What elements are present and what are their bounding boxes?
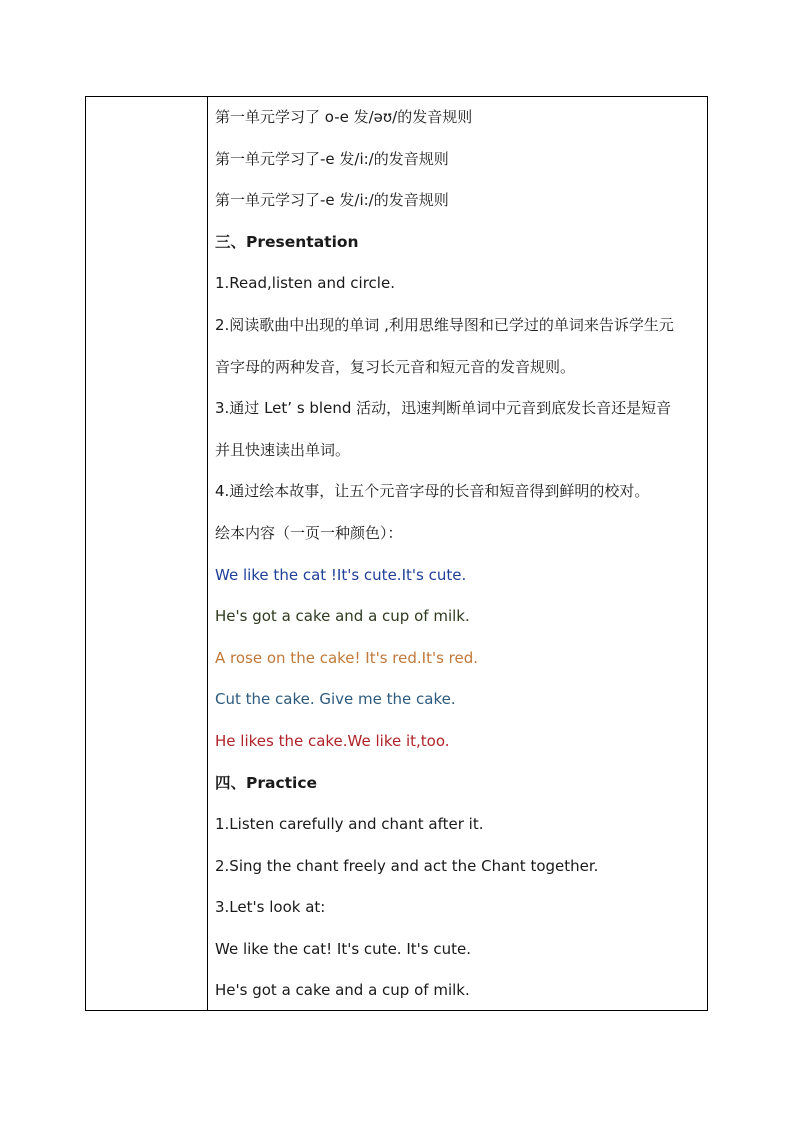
text-line: 并且快速读出单词。: [215, 440, 351, 459]
text-line: 2.Sing the chant freely and act the Chant together.: [215, 856, 599, 875]
story-line-1: We like the cat !It's cute.It's cute.: [215, 565, 467, 584]
text-line: 3.通过 Let’ s blend 活动，迅速判断单词中元音到底发长音还是短音: [215, 399, 672, 418]
section-heading-presentation: 三、Presentation: [215, 232, 359, 251]
text-line: 第一单元学习了-e 发/i:/的发音规则: [215, 191, 449, 210]
text-line: 1.Listen carefully and chant after it.: [215, 815, 484, 834]
table-content-cell: [215, 108, 703, 1023]
story-line-5: He likes the cake.We like it,too.: [215, 731, 450, 750]
lesson-table: [85, 96, 708, 1011]
text-line: 第一单元学习了-e 发/i:/的发音规则: [215, 149, 449, 168]
section-heading-practice: 四、Practice: [215, 773, 318, 792]
text-line: We like the cat! It's cute. It's cute.: [215, 939, 471, 958]
text-line: 1.Read,listen and circle.: [215, 274, 395, 293]
text-line: 3.Let's look at:: [215, 898, 326, 917]
text-line: 4.通过绘本故事，让五个元音字母的长音和短音得到鲜明的校对。: [215, 482, 650, 501]
table-left-cell: [86, 97, 208, 1010]
story-line-4: Cut the cake. Give me the cake.: [215, 690, 456, 709]
text-line: 绘本内容（一页一种颜色）：: [215, 523, 403, 542]
text-line: 音字母的两种发音，复习长元音和短元音的发音规则。: [215, 357, 576, 376]
text-line: He's got a cake and a cup of milk.: [215, 981, 470, 1000]
story-line-3: A rose on the cake! It's red.It's red.: [215, 648, 479, 667]
text-line: 2.阅读歌曲中出现的单词 ,利用思维导图和已学过的单词来告诉学生元: [215, 315, 674, 334]
story-line-2: He's got a cake and a cup of milk.: [215, 607, 470, 626]
text-line: 第一单元学习了 o-e 发/əʊ/的发音规则: [215, 108, 473, 126]
